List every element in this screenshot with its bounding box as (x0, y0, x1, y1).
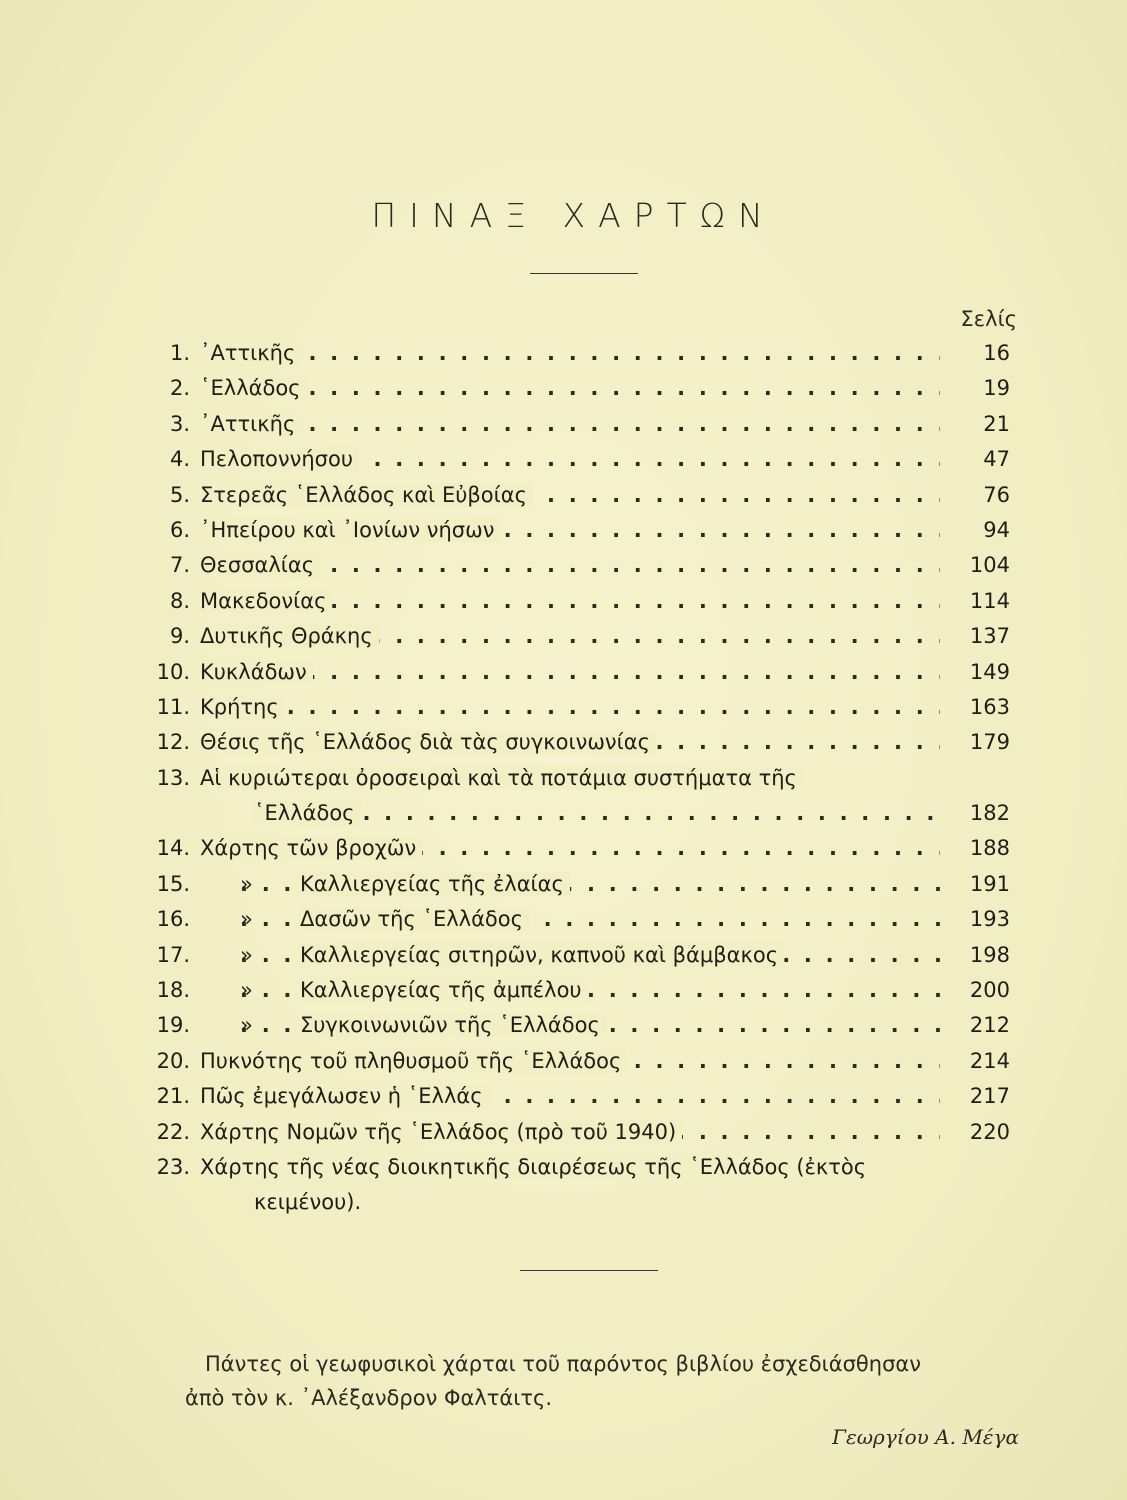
toc-entry (150, 407, 1010, 442)
entry-title-wrap (200, 584, 940, 619)
entry-title-wrap (200, 690, 940, 725)
entry-title: Κρήτης (200, 695, 285, 719)
entry-number: 17. (156, 942, 190, 967)
credit-line-1: Πάντες οἱ γεωφυσικοὶ χάρται τοῦ παρόντος βιβλίου ἐσχεδιάσθησαν (205, 1352, 921, 1376)
entry-title-wrap (200, 548, 940, 583)
entry-title-wrap (200, 655, 940, 690)
entry-title: Καλλιεργείας τῆς ἀμπέλου (300, 978, 588, 1002)
entry-title-wrap (240, 867, 940, 902)
entry-number: 10. (156, 659, 190, 684)
entry-page-number: 212 (969, 1013, 1010, 1038)
entry-title: Θεσσαλίας (200, 553, 320, 577)
entry-number: 6. (169, 517, 190, 542)
entry-number: 9. (169, 624, 190, 649)
entry-title: Συγκοινωνιῶν τῆς ῾Ελλάδος (300, 1013, 606, 1037)
entry-page-number: 200 (969, 978, 1010, 1003)
entry-number: 19. (156, 1013, 190, 1038)
entry-page-number: 191 (969, 871, 1010, 896)
entry-title: Θέσις τῆς ῾Ελλάδος διὰ τὰς συγκοινωνίας (200, 730, 656, 754)
ditto-mark: » (240, 978, 253, 1003)
toc-entry (150, 1079, 1010, 1114)
toc-entry-continuation (150, 796, 1010, 831)
toc-entry (150, 1008, 1010, 1043)
toc-entry (150, 761, 1010, 796)
toc-entry (150, 584, 1010, 619)
entry-title-wrap (200, 442, 940, 477)
entry-page-number: 16 (983, 341, 1010, 365)
entry-number: 16. (156, 907, 190, 932)
entry-title-wrap (200, 371, 940, 406)
entry-title: Αἱ κυριώτεραι ὀροσειραὶ καὶ τὰ ποτάμια συστήματα τῆς (200, 766, 803, 790)
entry-number: 7. (169, 553, 190, 578)
toc-entry-continuation (150, 1185, 1010, 1220)
entry-page-number: 188 (969, 836, 1010, 861)
entry-title-wrap (200, 478, 940, 513)
toc-entry (150, 973, 1010, 1008)
credit-note (185, 1347, 1045, 1415)
entry-title-wrap (200, 336, 940, 371)
toc-entry (150, 831, 1010, 866)
toc-entry (150, 690, 1010, 725)
entry-page-number: 179 (969, 730, 1010, 755)
entry-title-wrap (240, 973, 940, 1008)
entry-title-wrap (200, 1044, 940, 1079)
entry-title-wrap (200, 1079, 940, 1114)
entry-page-number: 21 (983, 411, 1010, 436)
entry-title-wrap (200, 407, 940, 442)
entry-page-number: 182 (969, 801, 1010, 826)
entry-number: 12. (156, 730, 190, 755)
entry-number: 3. (169, 411, 190, 436)
entry-number: 20. (156, 1048, 190, 1073)
toc-entry (150, 655, 1010, 690)
entry-title: Πυκνότης τοῦ πληθυσμοῦ τῆς ῾Ελλάδος (200, 1049, 627, 1073)
entry-page-number: 76 (983, 482, 1010, 507)
entry-title: Δασῶν τῆς ῾Ελλάδος (300, 907, 529, 931)
entry-page-number: 163 (969, 694, 1010, 719)
entry-title-wrap (200, 761, 940, 796)
entry-page-number: 137 (969, 624, 1010, 649)
toc-entry (150, 619, 1010, 654)
entry-number: 14. (156, 836, 190, 861)
entry-number: 5. (169, 482, 190, 507)
entry-number: 8. (169, 588, 190, 613)
entry-page-number: 220 (969, 1119, 1010, 1144)
ditto-mark: » (240, 1013, 253, 1038)
toc-entry (150, 902, 1010, 937)
entry-page-number: 149 (969, 659, 1010, 684)
entry-title: Πῶς ἐμεγάλωσεν ἡ ῾Ελλάς (200, 1084, 489, 1108)
page-column-header: Σελίς (960, 307, 1017, 331)
entry-page-number: 193 (969, 907, 1010, 932)
entry-page-number: 94 (983, 517, 1010, 542)
entry-title-wrap (254, 1185, 940, 1220)
entry-number: 1. (169, 341, 190, 365)
entry-number: 23. (156, 1154, 190, 1179)
entry-title-wrap (200, 725, 940, 760)
entry-page-number: 198 (969, 942, 1010, 967)
entry-title: ῾Ελλάδος (200, 376, 307, 400)
toc-entry (150, 1115, 1010, 1150)
toc-entry (150, 548, 1010, 583)
entry-number: 22. (156, 1119, 190, 1144)
ditto-mark: » (240, 871, 253, 896)
title-divider (530, 273, 638, 274)
entry-title: Καλλιεργείας σιτηρῶν, καπνοῦ καὶ βάμβακος (300, 943, 784, 967)
entry-title: ᾿Αττικῆς (200, 412, 301, 436)
page-title: ΠΙΝΑΞ ΧΑΡΤΩΝ (371, 196, 776, 235)
entry-title: Χάρτης τῶν βροχῶν (200, 836, 422, 860)
entry-title-wrap (200, 619, 940, 654)
entry-title-wrap (240, 938, 940, 973)
entry-page-number: 47 (983, 447, 1010, 472)
entry-title: Πελοποννήσου (200, 447, 359, 471)
entry-number: 15. (156, 871, 190, 896)
entry-title-wrap (240, 1008, 940, 1043)
entry-title-continuation: ῾Ελλάδος (254, 801, 361, 825)
entry-title-wrap (254, 796, 940, 831)
entry-title: Καλλιεργείας τῆς ἐλαίας (300, 872, 570, 896)
entry-title-wrap (200, 513, 940, 548)
entry-number: 2. (169, 376, 190, 401)
ditto-mark: » (240, 907, 253, 932)
credit-line-2: ἀπὸ τὸν κ. ᾿Αλέξανδρον Φαλτάιτς. (185, 1386, 553, 1410)
toc-entry (150, 478, 1010, 513)
entry-number: 11. (156, 694, 190, 719)
entry-title: Δυτικῆς Θράκης (200, 624, 379, 648)
ditto-mark: » (240, 942, 253, 967)
entry-number: 18. (156, 978, 190, 1003)
toc-entry (150, 442, 1010, 477)
entry-number: 21. (156, 1084, 190, 1109)
entry-title-wrap (200, 1150, 940, 1185)
entry-title: Μακεδονίας (200, 589, 332, 613)
toc-entry (150, 371, 1010, 406)
entry-title-wrap (200, 831, 940, 866)
toc-entry (150, 513, 1010, 548)
entry-title-wrap (200, 1115, 940, 1150)
table-of-maps (150, 336, 1010, 1221)
entry-title-continuation: κειμένου). (254, 1190, 367, 1214)
entry-number: 13. (156, 765, 190, 790)
entry-title: ᾿Ηπείρου καὶ ᾿Ιονίων νήσων (200, 518, 500, 542)
entry-title: Χάρτης Νομῶν τῆς ῾Ελλάδος (πρὸ τοῦ 1940) (200, 1120, 682, 1144)
entry-title: Χάρτης τῆς νέας διοικητικῆς διαιρέσεως τῆς ῾Ελλάδος (ἐκτὸς (200, 1155, 872, 1179)
toc-entry (150, 867, 1010, 902)
entry-page-number: 217 (969, 1084, 1010, 1109)
toc-entry (150, 1044, 1010, 1079)
entry-number: 4. (169, 447, 190, 472)
entry-page-number: 214 (969, 1048, 1010, 1073)
entry-title: ᾿Αττικῆς (200, 341, 301, 365)
entry-title-wrap (240, 902, 940, 937)
toc-entry (150, 1150, 1010, 1185)
author-signature: Γεωργίου Α. Μέγα (832, 1425, 1019, 1449)
entry-page-number: 19 (983, 376, 1010, 401)
entry-title: Στερεᾶς ῾Ελλάδος καὶ Εὐβοίας (200, 483, 533, 507)
footer-divider (520, 1270, 658, 1271)
toc-entry (150, 938, 1010, 973)
toc-entry (150, 336, 1010, 371)
entry-title: Κυκλάδων (200, 660, 313, 684)
toc-entry (150, 725, 1010, 760)
entry-page-number: 104 (969, 553, 1010, 578)
entry-page-number: 114 (969, 588, 1010, 613)
